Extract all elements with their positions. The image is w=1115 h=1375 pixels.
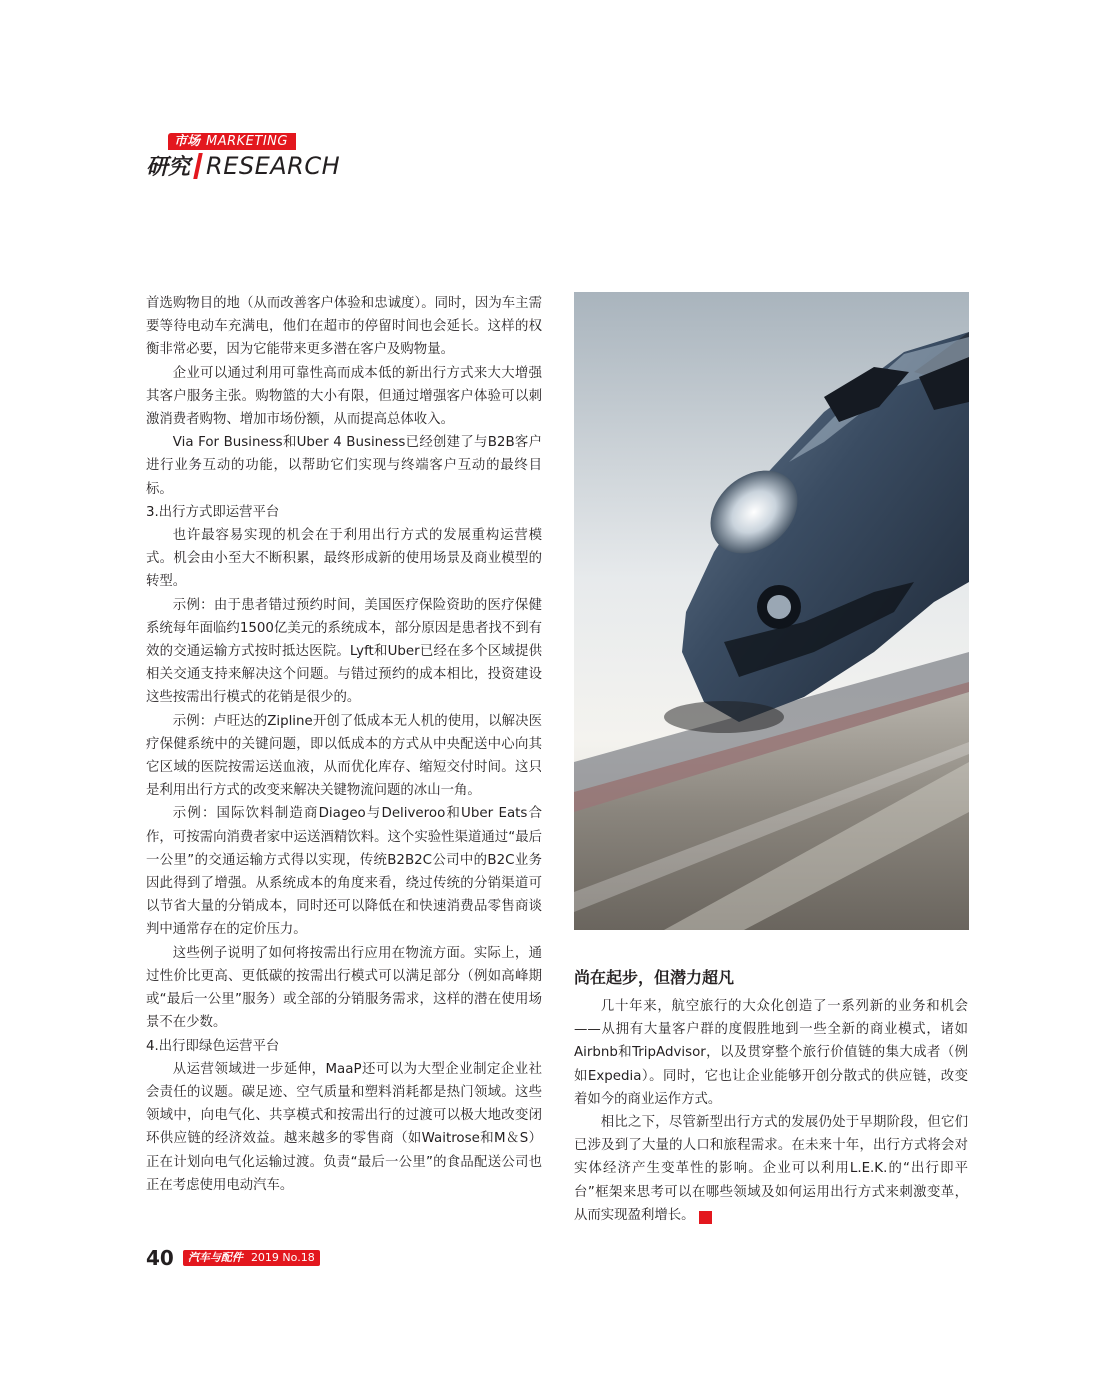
paragraph: 企业可以通过利用可靠性高而成本低的新出行方式来大大增强其客户服务主张。购物篮的大小有限，但通过增强客户体验可以刺激消费者购物、增加市场份额，从而提高总体收入。 [146, 365, 542, 428]
section-header [146, 133, 406, 183]
paragraph: 示例：卢旺达的Zipline开创了低成本无人机的使用，以解决医疗保健系统中的关键问题，即以低成本的方式从中央配送中心向其它区域的医院按需运送血液，从而优化库存、缩短交付时间。这只是利用出行方式的改变来解决关键物流问题的冰山一角。 [146, 713, 542, 799]
subheading: 4.出行即绿色运营平台 [146, 1038, 280, 1054]
section-tag-zh: 市场 [174, 134, 201, 149]
paragraph-text: 相比之下，尽管新型出行方式的发展仍处于早期阶段，但它们已涉及到了大量的人口和旅程需求。在未来十年，出行方式将会对实体经济产生变革性的影响。企业可以利用L.E.K.的“出行即平台”框架来思考可以在哪些领域及如何运用出行方式来刺激变革，从而实现盈利增长。 [574, 1115, 968, 1223]
subheading: 3.出行方式即运营平台 [146, 504, 280, 520]
end-mark-icon: A [699, 1211, 712, 1224]
paragraph: 首选购物目的地（从而改善客户体验和忠诚度）。同时，因为车主需要等待电动车充满电，他们在超市的停留时间也会延长。这样的权衡非常必要，因为它能带来更多潜在客户及购物量。 [146, 296, 542, 358]
magazine-name: 汽车与配件 [187, 1251, 243, 1264]
car-photo [574, 292, 969, 930]
magazine-badge [183, 1250, 320, 1266]
paragraph: 这些例子说明了如何将按需出行应用在物流方面。实际上，通过性价比更高、更低碳的按需出行模式可以满足部分（例如高峰期或“最后一公里”服务）或全部的分销服务需求，这样的潜在使用场景不在少数。 [146, 945, 542, 1031]
left-column [146, 292, 542, 1197]
section-tag [168, 133, 296, 150]
paragraph: 示例：国际饮料制造商Diageo与Deliveroo和Uber Eats合作，可按需向消费者家中运送酒精饮料。这个实验性渠道通过“最后一公里”的交通运输方式得以实现，传统B2B2C公司中的B2C业务因此得到了增强。从系统成本的角度来看，绕过传统的分销渠道可以节省大量的分销成本，同时还可以降低在和快速消费品零售商谈判中通常存在的定价压力。 [146, 806, 542, 938]
page-footer [146, 1246, 320, 1268]
section-title-zh: 研究 [146, 155, 191, 180]
paragraph [574, 1111, 968, 1227]
right-section-title: 尚在起步，但潜力超凡 [574, 968, 735, 987]
issue-number: 2019 No.18 [250, 1251, 315, 1264]
page-number: 40 [146, 1246, 174, 1270]
car-illustration [574, 292, 969, 930]
section-divider [193, 153, 203, 179]
right-column [574, 995, 968, 1227]
section-title-en: RESEARCH [206, 152, 341, 180]
paragraph: 示例：由于患者错过预约时间，美国医疗保险资助的医疗保健系统每年面临约1500亿美元的系统成本，部分原因是患者找不到有效的交通运输方式按时抵达医院。Lyft和Uber已经在多个区域提供相关交通支持来解决这个问题。与错过预约的成本相比，投资建设这些按需出行模式的花销是很少的。 [146, 597, 542, 706]
paragraph: Via For Business和Uber 4 Business已经创建了与B2B客户进行业务互动的功能，以帮助它们实现与终端客户互动的最终目标。 [146, 435, 542, 497]
paragraph: 几十年来，航空旅行的大众化创造了一系列新的业务和机会——从拥有大量客户群的度假胜地到一些全新的商业模式，诸如Airbnb和TripAdvisor，以及贯穿整个旅行价值链的集大成者（例如Expedia）。同时，它也让企业能够开创分散式的供应链，改变着如今的商业运作方式。 [574, 999, 968, 1107]
paragraph: 从运营领域进一步延伸，MaaP还可以为大型企业制定企业社会责任的议题。碳足迹、空气质量和塑料消耗都是热门领域。这些领域中，向电气化、共享模式和按需出行的过渡可以极大地改变闭环供应链的经济效益。越来越多的零售商（如Waitrose和M＆S）正在计划向电气化运输过渡。负责“最后一公里”的食品配送公司也正在考虑使用电动汽车。 [146, 1061, 542, 1193]
section-title [146, 151, 340, 181]
paragraph: 也许最容易实现的机会在于利用出行方式的发展重构运营模式。机会由小至大不断积累，最终形成新的使用场景及商业模型的转型。 [146, 528, 542, 590]
section-tag-en: MARKETING [206, 134, 288, 149]
